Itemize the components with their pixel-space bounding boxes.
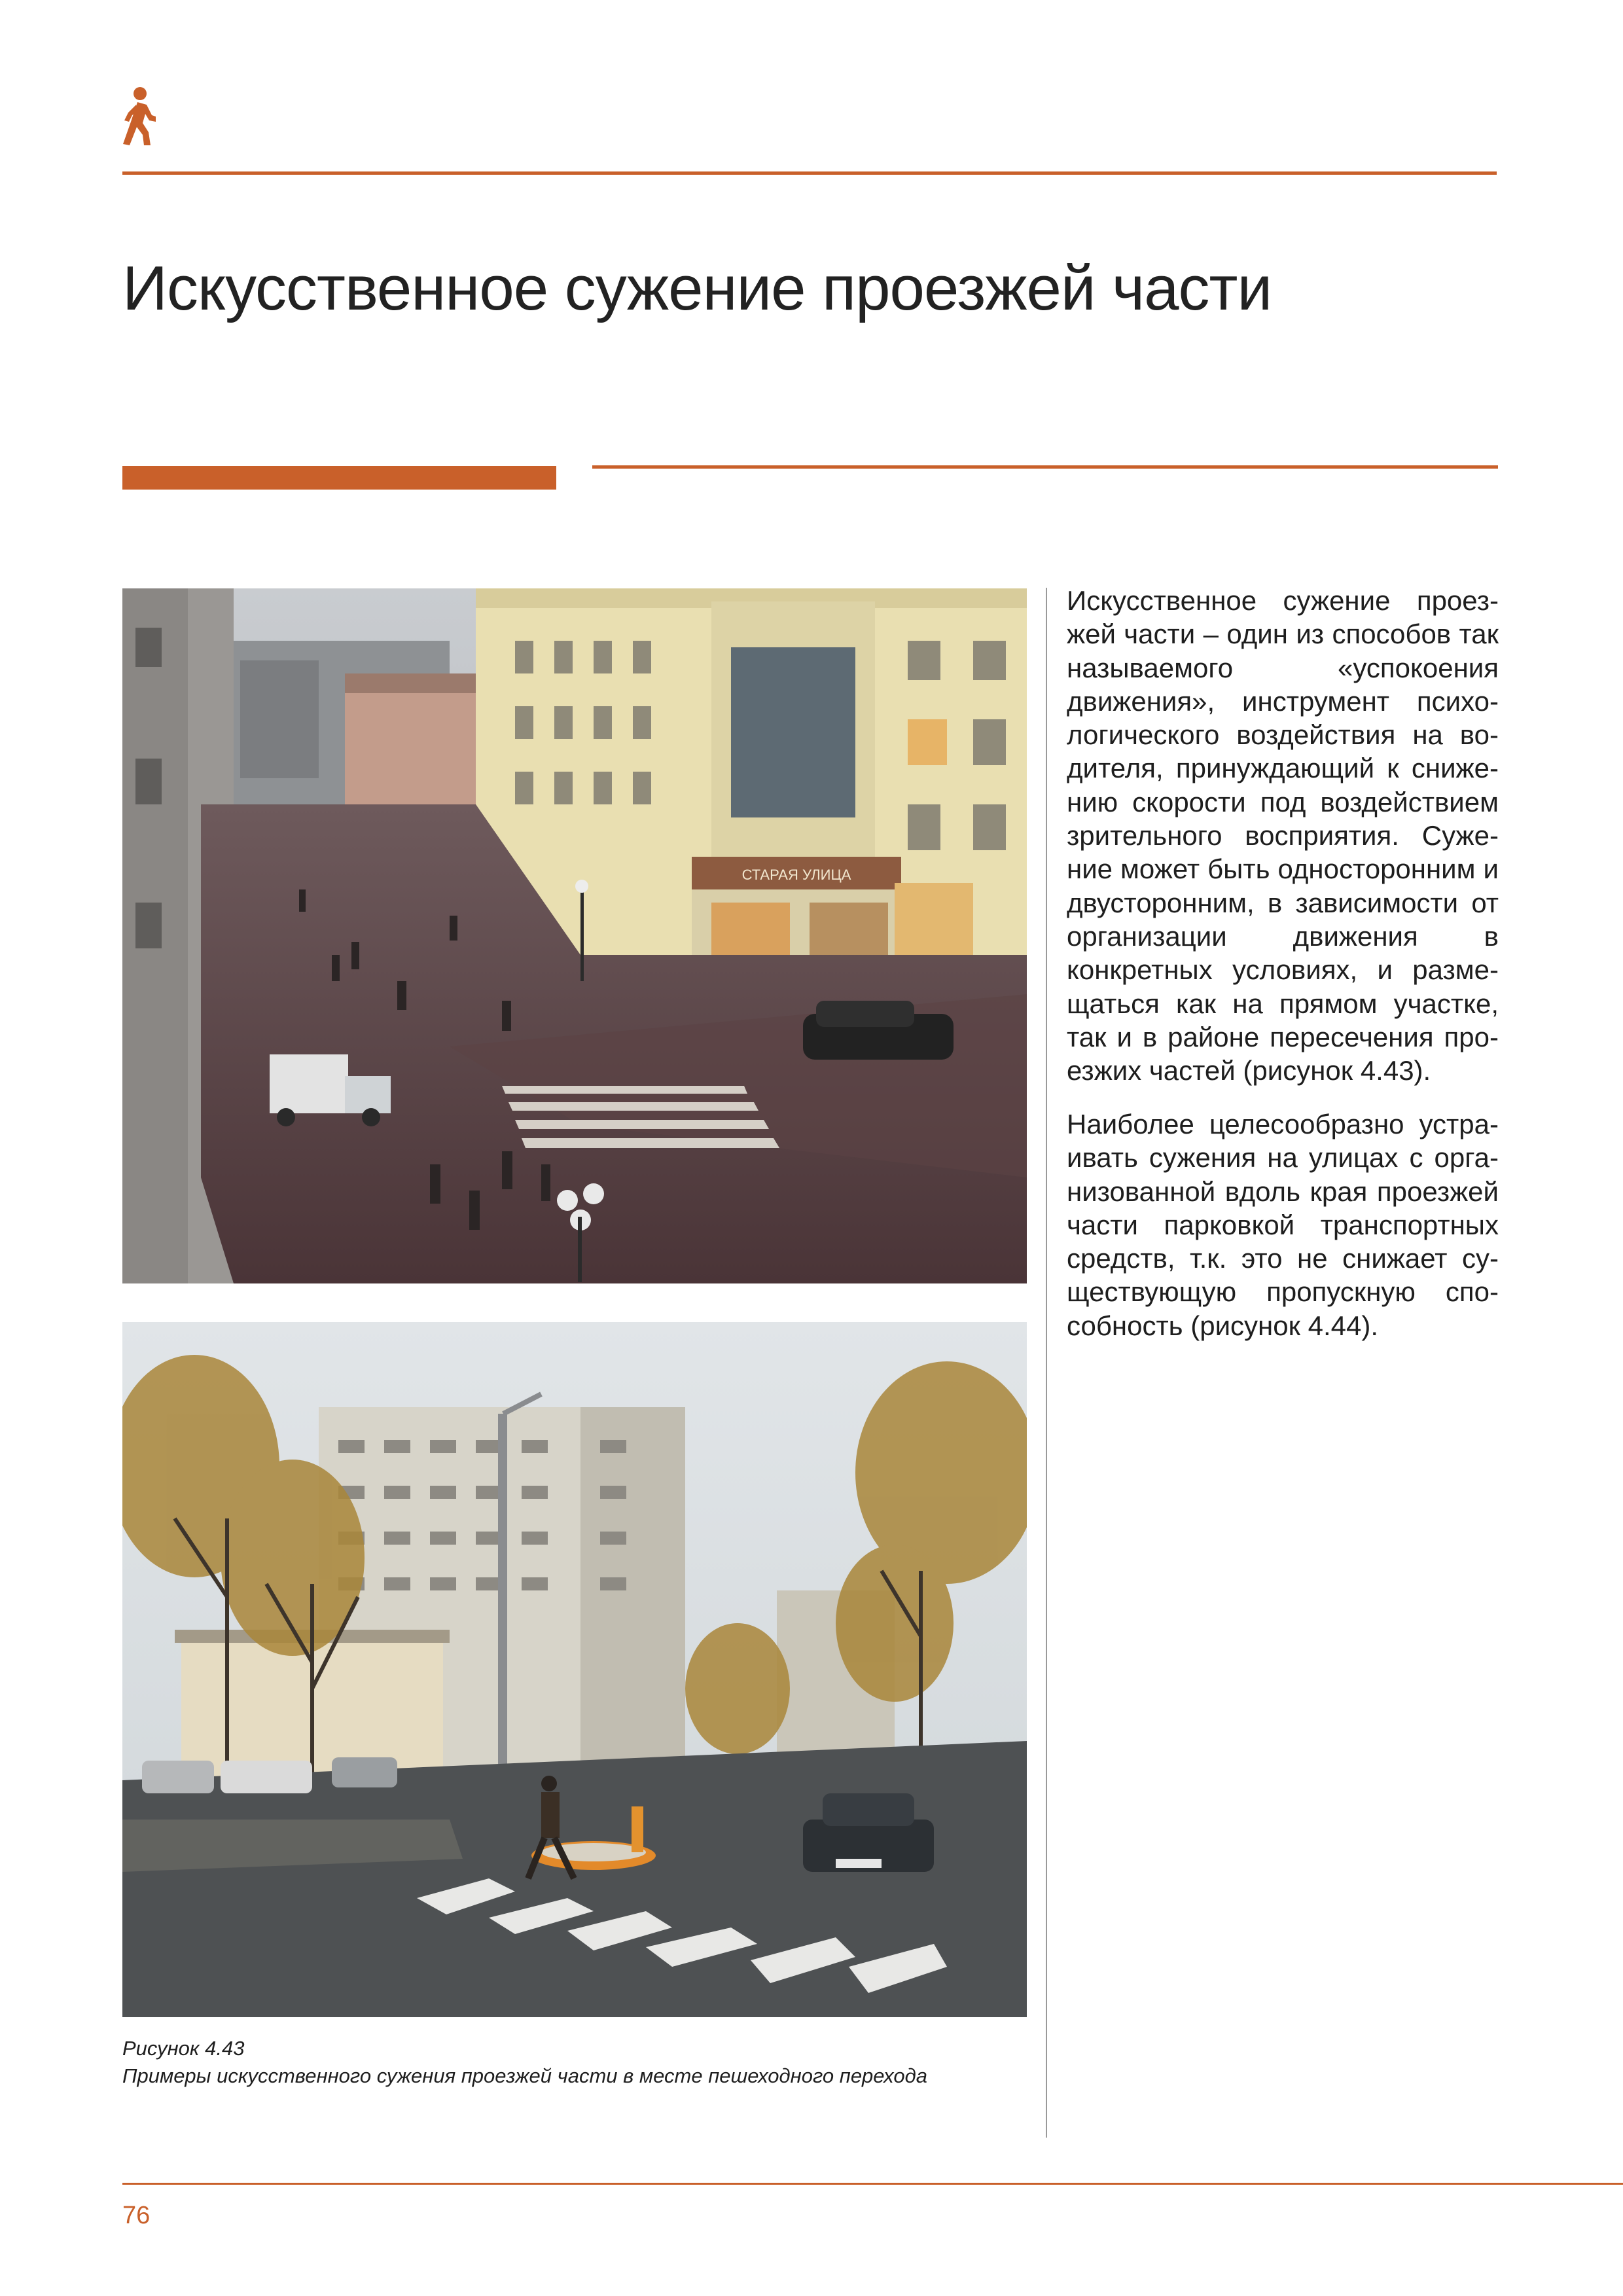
section-bar-thick [122, 466, 556, 490]
figure-photo-residential [122, 1322, 1027, 2017]
page-title: Искусственное сужение проезжей части [122, 253, 1272, 323]
shop-sign: СТАРАЯ УЛИЦА [741, 867, 851, 883]
figure-number: Рисунок 4.43 [122, 2037, 245, 2060]
page-number: 76 [122, 2202, 151, 2229]
figure-caption: Примеры искусственного сужения проезжей части в месте пешеходного перехода [122, 2064, 927, 2087]
section-bar-thin [592, 465, 1498, 469]
figure-photo-street [122, 588, 1027, 1283]
body-paragraph-1: Искусственное сужение проезжей части – один из способов так называемого «успокоения движения», инструмент психологического воздействия на водителя, принуждающий к снижению скорости под воздействием зрительного восприятия. Сужение может быть односторонним и двусторонним, в зависимости от организации движения в конкретных условиях, и размещаться как на прямом участке, так и в районе пересечения проезжих частей (рисунок 4.43). [1067, 585, 1499, 1086]
pedestrian-icon [118, 86, 157, 147]
header-rule [122, 171, 1497, 175]
footer-rule [122, 2183, 1623, 2185]
body-paragraph-2: Наиболее целесообразно устраивать сужения на улицах с организованной вдоль края проезжей части парковкой транспортных средств, т.к. это не снижает существующую пропускную способность (рисунок 4.44). [1067, 1109, 1499, 1341]
column-divider [1046, 588, 1047, 2138]
